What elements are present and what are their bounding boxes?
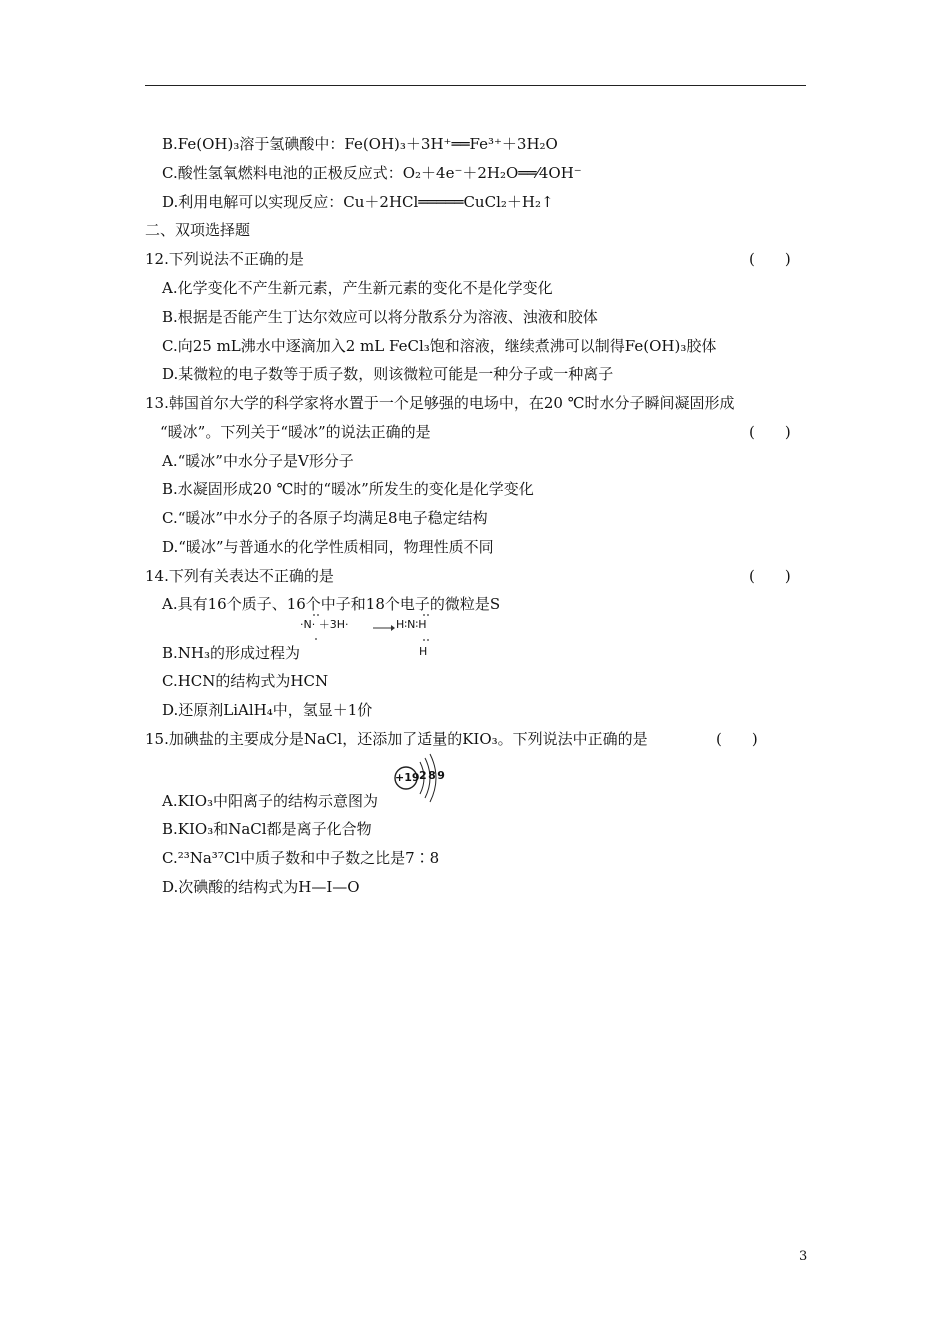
page-number: 3 bbox=[799, 1249, 808, 1264]
q13-option-b: B.水凝固形成20 ℃时的“暖冰”所发生的变化是化学变化 bbox=[162, 480, 534, 498]
q13-option-c: C.“暖冰”中水分子的各原子均满足8电子稳定结构 bbox=[162, 509, 488, 527]
q12-option-d: D.某微粒的电子数等于质子数，则该微粒可能是一种分子或一种离子 bbox=[162, 365, 614, 383]
nh3-formation-diagram bbox=[300, 612, 460, 662]
q15-option-a: A.KIO₃中阳离子的结构示意图为 bbox=[162, 792, 379, 810]
header-rule bbox=[145, 85, 806, 86]
q15-option-b: B.KIO₃和NaCl都是离子化合物 bbox=[162, 820, 372, 838]
q13-answer-blank: ( ) bbox=[749, 423, 791, 441]
lone-pair-dots bbox=[300, 612, 460, 646]
q14-option-c: C.HCN的结构式为HCN bbox=[162, 672, 329, 690]
q12-stem: 12.下列说法不正确的是 bbox=[145, 250, 304, 268]
q14-answer-blank: ( ) bbox=[749, 567, 791, 585]
q12-answer-blank: ( ) bbox=[749, 250, 791, 268]
nh3-product-bottom: H bbox=[419, 645, 428, 658]
q15-answer-blank: ( ) bbox=[716, 730, 758, 748]
q13-stem: 13.韩国首尔大学的科学家将水置于一个足够强的电场中，在20 ℃时水分子瞬间凝固形成 bbox=[145, 394, 735, 412]
q15-option-d: D.次碘酸的结构式为H—I—O bbox=[162, 878, 360, 896]
shell-electron-counts: 289 bbox=[419, 769, 447, 782]
q13-stem-cont: “暖冰”。下列关于“暖冰”的说法正确的是 bbox=[160, 423, 431, 441]
q11-option-d: D.利用电解可以实现反应：Cu＋2HCl═════CuCl₂＋H₂↑ bbox=[162, 193, 554, 211]
q12-option-a: A.化学变化不产生新元素，产生新元素的变化不是化学变化 bbox=[162, 279, 553, 297]
q12-option-b: B.根据是否能产生丁达尔效应可以将分散系分为溶液、浊液和胶体 bbox=[162, 308, 598, 326]
q15-stem: 15.加碘盐的主要成分是NaCl，还添加了适量的KIO₃。下列说法中正确的是 bbox=[145, 730, 648, 748]
q13-option-a: A.“暖冰”中水分子是V形分子 bbox=[162, 452, 354, 470]
section-title: 二、双项选择题 bbox=[145, 221, 251, 239]
q11-option-c: C.酸性氢氧燃料电池的正极反应式：O₂＋4e⁻＋2H₂O══⁄4OH⁻ bbox=[162, 164, 582, 182]
nh3-product: H∶N∶H bbox=[396, 618, 427, 631]
q15-option-c: C.²³Na³⁷Cl中质子数和中子数之比是7∶8 bbox=[162, 849, 440, 867]
q13-option-d: D.“暖冰”与普通水的化学性质相同，物理性质不同 bbox=[162, 538, 494, 556]
nh3-reactants: ·N· ＋3H· bbox=[300, 618, 349, 631]
nucleus-charge: +19 bbox=[395, 771, 420, 784]
q12-option-c: C.向25 mL沸水中逐滴加入2 mL FeCl₃饱和溶液，继续煮沸可以制得Fe(OH)₃胶体 bbox=[162, 337, 717, 355]
q14-option-d: D.还原剂LiAlH₄中，氢显＋1价 bbox=[162, 701, 373, 719]
q14-option-a: A.具有16个质子、16个中子和18个电子的微粒是S bbox=[162, 595, 501, 613]
q14-stem: 14.下列有关表达不正确的是 bbox=[145, 567, 334, 585]
k-ion-structure-diagram bbox=[392, 748, 448, 808]
q11-option-b: B.Fe(OH)₃溶于氢碘酸中：Fe(OH)₃＋3H⁺══Fe³⁺＋3H₂O bbox=[162, 135, 558, 153]
q14-option-b: B.NH₃的形成过程为 bbox=[162, 644, 301, 662]
